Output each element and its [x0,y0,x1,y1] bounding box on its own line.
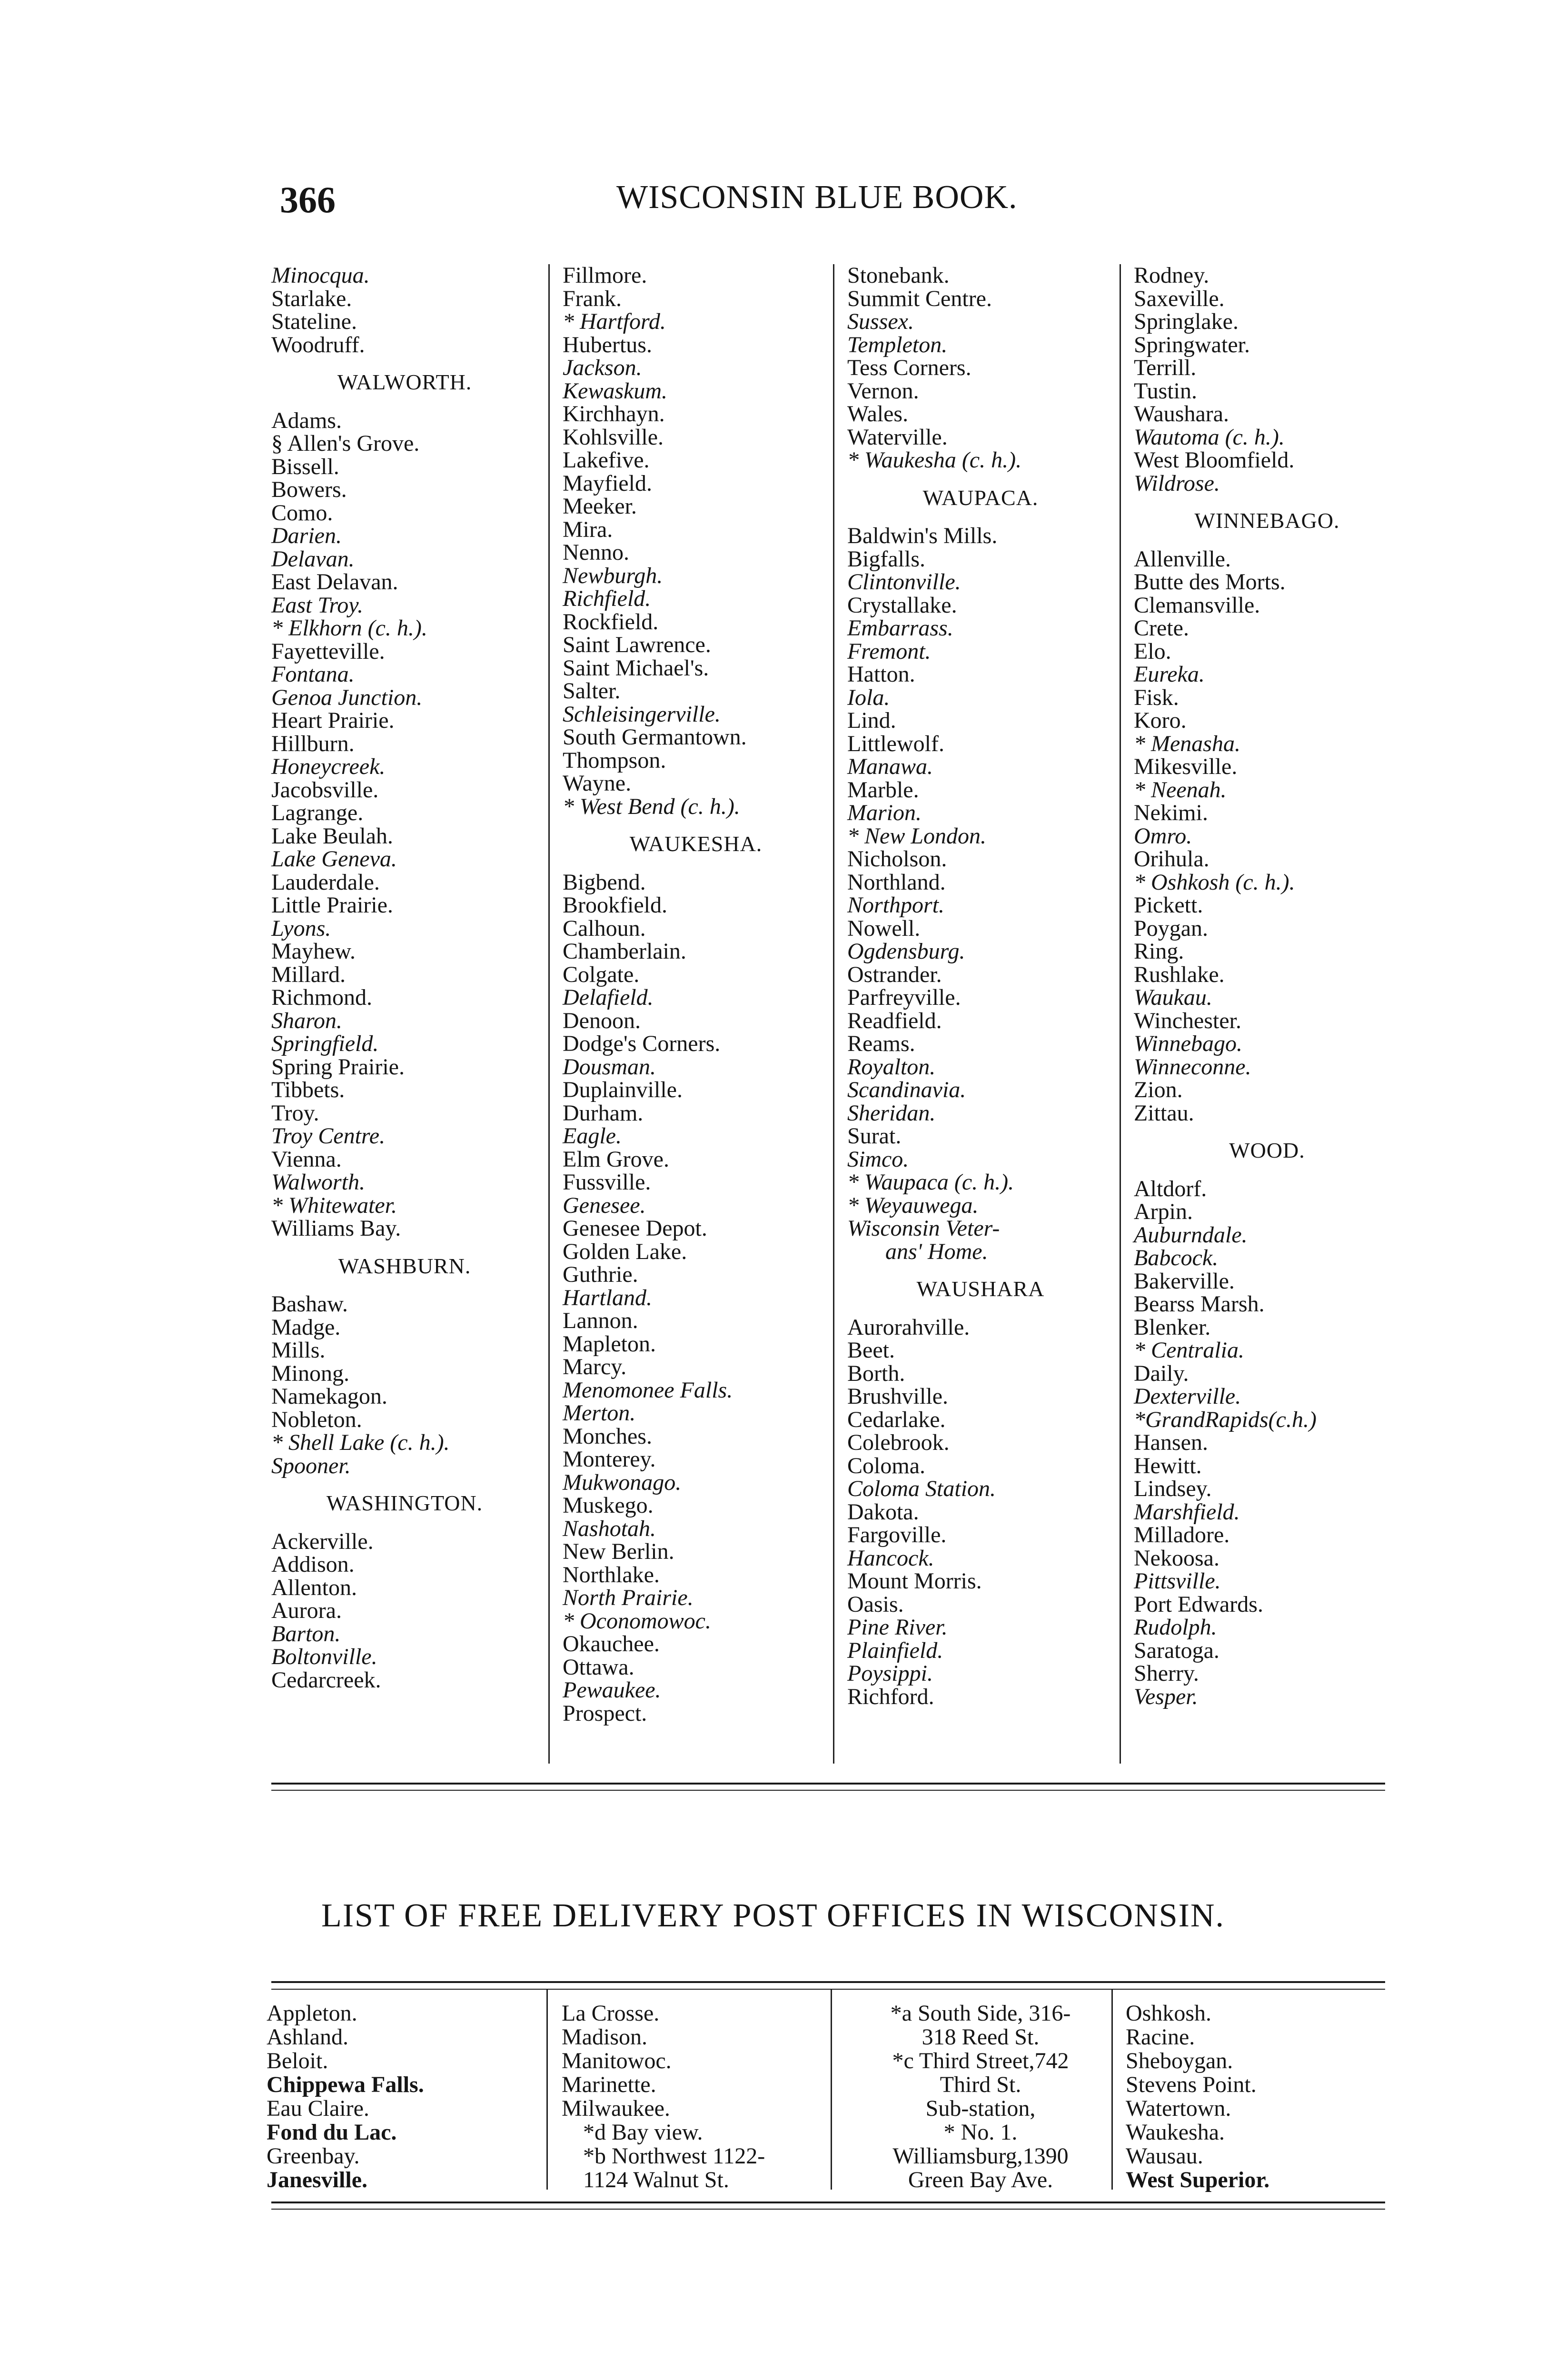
post-office-entry: Wisconsin Veter- [847,1216,1000,1241]
post-office-entry: Duplainville. [563,1077,683,1102]
post-office-entry: Lauderdale. [271,869,380,895]
post-office-entry: Mayfield. [563,470,652,496]
post-office-entry: Pickett. [1134,892,1203,918]
post-office-columns [271,264,1385,1773]
post-office-entry: Green Bay Ave. [908,2167,1053,2192]
post-office-entry: Fond du Lac. [267,2120,397,2145]
post-office-entry: Lindsey. [1134,1476,1212,1501]
post-office-entry: Muskego. [563,1493,654,1518]
post-office-entry: Meeker. [563,494,637,519]
post-office-entry: Tess Corners. [847,355,971,380]
column-divider [548,264,550,1764]
post-office-entry: Auburndale. [1134,1222,1248,1248]
post-office-entry: Delavan. [271,546,355,572]
post-office-entry: Simco. [847,1146,909,1172]
post-office-entry: Merton. [563,1400,636,1426]
post-office-entry: Hancock. [847,1545,934,1571]
post-office-entry: Blenker. [1134,1314,1211,1340]
post-office-entry: Scandinavia. [847,1077,966,1102]
post-office-entry: Frank. [563,286,622,311]
post-office-entry: Waterville. [847,424,948,450]
post-office-entry: Dodge's Corners. [563,1031,721,1056]
post-office-entry: Guthrie. [563,1262,638,1287]
running-head: WISCONSIN BLUE BOOK. [616,179,1018,216]
post-office-entry: Ashland. [267,2024,348,2050]
post-office-entry: Sub-station, [925,2096,1036,2121]
post-office-entry: Pine River. [847,1615,948,1640]
post-office-entry: Wayne. [563,771,632,796]
post-office-entry: Fargoville. [847,1522,947,1547]
post-office-entry: Beloit. [267,2048,328,2073]
post-office-entry: La Crosse. [562,2001,660,2026]
post-office-entry: Readfield. [847,1008,942,1033]
section-rule [271,1790,1385,1791]
post-office-entry: Clemansville. [1134,592,1260,618]
post-office-entry: Boltonville. [271,1644,377,1669]
post-office-entry: Winchester. [1134,1008,1241,1033]
post-office-entry: *b Northwest 1122- [583,2143,765,2169]
post-office-entry: Eau Claire. [267,2096,369,2121]
post-office-entry: Sheboygan. [1126,2048,1233,2073]
post-office-entry: Millard. [271,962,346,987]
post-office-entry: Manitowoc. [562,2048,672,2073]
table-top-rule [271,1981,1385,1983]
post-office-entry: Sherry. [1134,1661,1199,1686]
post-office-entry: West Superior. [1126,2167,1270,2192]
post-office-entry: Elo. [1134,638,1171,664]
post-office-entry: Schleisingerville. [563,701,721,727]
post-office-entry: * Waupaca (c. h.). [847,1170,1014,1195]
post-office-entry: Bakerville. [1134,1268,1235,1294]
column-divider [1111,1990,1113,2190]
post-office-entry: Templeton. [847,332,948,357]
post-office-entry: Delafield. [563,985,654,1010]
free-delivery-column-3 [862,2002,1100,2192]
post-office-entry: Kirchhayn. [563,401,665,426]
county-heading: WAUKESHA. [629,832,763,856]
post-office-entry: Springfield. [271,1031,379,1056]
post-office-entry: Pittsville. [1134,1568,1221,1594]
post-office-entry: Reams. [847,1031,915,1056]
post-office-entry: Fontana. [271,662,355,687]
column-2 [563,264,839,1725]
post-office-entry: 1124 Walnut St. [583,2167,729,2192]
post-office-entry: Hansen. [1134,1430,1208,1455]
post-office-entry: *d Bay view. [583,2120,703,2145]
post-office-entry: Lind. [847,708,896,733]
post-office-entry: Borth. [847,1360,905,1386]
post-office-entry: Little Prairie. [271,892,393,918]
post-office-entry: Mills. [271,1338,326,1363]
post-office-entry: Newburgh. [563,563,663,588]
post-office-entry: Hewitt. [1134,1453,1202,1478]
post-office-entry: Pewaukee. [563,1677,661,1703]
post-office-entry: South Germantown. [563,724,747,750]
post-office-entry: * Centralia. [1134,1338,1245,1363]
post-office-entry: Colgate. [563,962,640,987]
post-office-entry: Omro. [1134,823,1192,849]
post-office-entry: Woodruff. [271,332,365,357]
post-office-entry: Eureka. [1134,662,1205,687]
post-office-entry: Winnebago. [1134,1031,1242,1056]
column-divider [833,264,834,1764]
post-office-entry: Vernon. [847,378,919,404]
post-office-entry: Clintonville. [847,569,961,595]
post-office-entry: Springwater. [1134,332,1250,357]
post-office-entry: Troy Centre. [271,1123,386,1149]
post-office-entry: Coloma. [847,1453,925,1478]
county-heading: WINNEBAGO. [1194,508,1340,533]
post-office-entry: *GrandRapids(c.h.) [1134,1407,1317,1432]
post-office-entry: Marshfield. [1134,1499,1240,1525]
post-office-entry: * Waukesha (c. h.). [847,447,1022,473]
post-office-entry: Genoa Junction. [271,684,423,710]
post-office-entry: Thompson. [563,747,666,773]
county-heading: WASHBURN. [338,1253,471,1278]
post-office-entry: Cedarcreek. [271,1667,381,1693]
section-rule [271,1783,1385,1785]
post-office-entry: Wales. [847,401,909,426]
post-office-entry: Bashaw. [271,1291,348,1317]
post-office-entry: Rodney. [1134,263,1209,288]
post-office-entry: Bearss Marsh. [1134,1291,1265,1317]
county-heading: WOOD. [1229,1138,1305,1162]
post-office-entry: Vienna. [271,1146,342,1172]
post-office-entry: Ogdensburg. [847,939,965,964]
free-delivery-table [267,2001,1390,2192]
table-bottom-rule [271,2202,1385,2203]
post-office-entry: § Allen's Grove. [271,431,420,456]
post-office-entry: Walworth. [271,1170,365,1195]
post-office-entry: Rockfield. [563,609,659,635]
post-office-entry: Fayetteville. [271,638,385,664]
post-office-entry: Vesper. [1134,1684,1198,1709]
post-office-entry: Butte des Morts. [1134,569,1286,595]
post-office-entry: Williams Bay. [271,1216,401,1241]
post-office-entry: Kewaskum. [563,378,667,404]
post-office-entry: Marinette. [562,2072,656,2097]
column-divider [546,1990,548,2190]
post-office-entry: Starlake. [271,286,352,311]
post-office-entry: Crystallake. [847,592,957,618]
post-office-entry: Surat. [847,1123,902,1149]
post-office-entry: Arpin. [1134,1199,1193,1224]
post-office-entry: Ottawa. [563,1654,634,1680]
post-office-entry: Ostrander. [847,962,942,987]
post-office-entry: Spring Prairie. [271,1054,405,1080]
post-office-entry: Babcock. [1134,1245,1219,1270]
post-office-entry: Appleton. [267,2001,357,2026]
post-office-entry: Nowell. [847,915,921,941]
post-office-entry: Stevens Point. [1126,2072,1257,2097]
post-office-entry: Hartland. [563,1285,653,1310]
post-office-entry: Lyons. [271,915,331,941]
post-office-entry: Adams. [271,407,342,433]
post-office-entry: Wildrose. [1134,470,1220,496]
post-office-entry: Barton. [271,1621,341,1646]
post-office-entry: Tustin. [1134,378,1197,404]
post-office-entry: North Prairie. [563,1585,694,1610]
column-1 [271,264,547,1692]
post-office-entry: Elm Grove. [563,1146,669,1172]
post-office-entry: Mukwonago. [563,1469,682,1495]
page-number: 366 [280,179,336,220]
post-office-entry: Saint Lawrence. [563,632,711,657]
post-office-entry: * Oshkosh (c. h.). [1134,869,1295,895]
post-office-entry: Waukesha. [1126,2120,1225,2145]
post-office-entry: Golden Lake. [563,1239,687,1264]
post-office-entry: Addison. [271,1552,355,1577]
post-office-entry: Ring. [1134,939,1184,964]
post-office-entry: Bissell. [271,454,339,479]
free-delivery-title: LIST OF FREE DELIVERY POST OFFICES IN WISCONSIN. [321,1897,1225,1934]
county-heading: WAUPACA. [922,485,1039,510]
post-office-entry: Durham. [563,1100,644,1126]
post-office-entry: 318 Reed St. [922,2024,1040,2050]
column-divider [831,1990,832,2190]
post-office-entry: Plainfield. [847,1637,943,1663]
post-office-entry: * Menasha. [1134,731,1240,756]
county-heading: WAUSHARA [916,1277,1045,1301]
post-office-entry: Mira. [563,516,613,542]
post-office-entry: Tibbets. [271,1077,345,1102]
post-office-entry: Dousman. [563,1054,656,1080]
post-office-entry: Monterey. [563,1447,656,1472]
post-office-entry: * Neenah. [1134,777,1227,803]
column-4 [1134,264,1410,1708]
column-divider [1120,264,1121,1764]
post-office-entry: * No. 1. [943,2120,1018,2145]
post-office-entry: Summit Centre. [847,286,992,311]
post-office-entry: Zittau. [1134,1100,1194,1126]
post-office-entry: Marcy. [563,1354,627,1379]
post-office-entry: Minocqua. [271,263,370,288]
table-top-rule [271,1989,1385,1990]
post-office-entry: Fremont. [847,638,931,664]
county-heading: WASHINGTON. [326,1491,483,1515]
post-office-entry: Marion. [847,800,922,825]
post-office-entry: Lagrange. [271,800,364,825]
post-office-entry: Allenton. [271,1575,357,1600]
post-office-entry: Port Edwards. [1134,1591,1263,1617]
post-office-entry: Brookfield. [563,892,667,918]
free-delivery-column-2 [562,2002,765,2192]
post-office-entry: * New London. [847,823,987,849]
post-office-entry: Mikesville. [1134,754,1238,779]
free-delivery-column-4 [1126,2002,1269,2192]
post-office-entry: Chamberlain. [563,939,686,964]
post-office-entry: East Delavan. [271,569,398,595]
post-office-entry: Hubertus. [563,332,652,357]
post-office-entry: Northland. [847,869,946,895]
county-heading: WALWORTH. [337,370,472,394]
post-office-entry: Jackson. [563,355,642,380]
post-office-entry: Okauchee. [563,1631,660,1656]
post-office-entry: Madge. [271,1314,341,1340]
post-office-entry: Honeycreek. [271,754,386,779]
post-office-entry: Chippewa Falls. [267,2072,424,2097]
post-office-entry: Bowers. [271,477,347,502]
post-office-entry: Denoon. [563,1008,641,1033]
post-office-entry: Stonebank. [847,263,950,288]
post-office-entry: Spooner. [271,1453,351,1478]
post-office-entry: Williamsburg,1390 [892,2143,1069,2169]
post-office-entry: Nekimi. [1134,800,1208,825]
post-office-entry: Waushara. [1134,401,1229,426]
post-office-entry: ans' Home. [885,1239,988,1264]
post-office-entry: Lannon. [563,1308,638,1333]
post-office-entry: Northport. [847,892,945,918]
post-office-entry: Janesville. [267,2167,367,2192]
post-office-entry: Fussville. [563,1170,651,1195]
post-office-entry: Stateline. [271,309,357,334]
post-office-entry: Third St. [940,2072,1021,2097]
post-office-entry: Beet. [847,1338,895,1363]
post-office-entry: Kohlsville. [563,424,664,450]
column-3 [847,264,1123,1708]
post-office-entry: Troy. [271,1100,319,1126]
post-office-entry: Iola. [847,684,890,710]
post-office-entry: Bigfalls. [847,546,925,572]
post-office-entry: Orihula. [1134,846,1209,872]
post-office-entry: Oasis. [847,1591,904,1617]
post-office-entry: Nobleton. [271,1407,362,1432]
post-office-entry: Sharon. [271,1008,342,1033]
post-office-entry: * Elkhorn (c. h.). [271,615,427,641]
post-office-entry: Wausau. [1126,2143,1203,2169]
post-office-entry: Nenno. [563,540,629,565]
post-office-entry: Genesee Depot. [563,1216,707,1241]
post-office-entry: Mount Morris. [847,1568,982,1594]
post-office-entry: Greenbay. [267,2143,360,2169]
post-office-entry: Royalton. [847,1054,936,1080]
post-office-entry: Darien. [271,523,342,548]
post-office-entry: Monches. [563,1423,652,1449]
post-office-entry: * Hartford. [563,309,666,334]
post-office-entry: Saratoga. [1134,1637,1219,1663]
post-office-entry: Poysippi. [847,1661,933,1686]
post-office-entry: Richford. [847,1684,934,1709]
post-office-entry: Springlake. [1134,309,1239,334]
post-office-entry: Brushville. [847,1384,948,1409]
post-office-entry: Sheridan. [847,1100,936,1126]
post-office-entry: Dakota. [847,1499,919,1525]
post-office-entry: Crete. [1134,615,1189,641]
post-office-entry: East Troy. [271,592,363,618]
post-office-entry: Lake Beulah. [271,823,393,849]
post-office-entry: Parfreyville. [847,985,961,1010]
post-office-entry: * Whitewater. [271,1192,397,1218]
post-office-entry: Prospect. [563,1700,647,1726]
post-office-entry: Koro. [1134,708,1187,733]
post-office-entry: Marble. [847,777,919,803]
post-office-entry: Nekoosa. [1134,1545,1219,1571]
post-office-entry: Coloma Station. [847,1476,996,1501]
post-office-entry: Saxeville. [1134,286,1225,311]
post-office-entry: Richmond. [271,985,372,1010]
post-office-entry: * Shell Lake (c. h.). [271,1430,450,1455]
post-office-entry: * Weyauwega. [847,1192,979,1218]
post-office-entry: Oshkosh. [1126,2001,1212,2026]
post-office-entry: Fisk. [1134,684,1179,710]
post-office-entry: Ackerville. [271,1528,374,1554]
post-office-entry: Embarrass. [847,615,953,641]
post-office-entry: Lake Geneva. [271,846,397,872]
post-office-entry: Rushlake. [1134,962,1225,987]
post-office-entry: Calhoun. [563,915,646,941]
post-office-entry: Saint Michael's. [563,655,709,681]
post-office-entry: Aurora. [271,1598,342,1623]
table-bottom-rule [271,2209,1385,2210]
post-office-entry: Sussex. [847,309,914,334]
post-office-entry: Northlake. [563,1562,660,1587]
post-office-entry: Colebrook. [847,1430,950,1455]
post-office-entry: Littlewolf. [847,731,944,756]
post-office-entry: Manawa. [847,754,933,779]
post-office-entry: Richfield. [563,586,651,611]
post-office-entry: *a South Side, 316- [890,2001,1071,2026]
post-office-entry: Nashotah. [563,1516,656,1541]
post-office-entry: Milladore. [1134,1522,1230,1547]
post-office-entry: Waukau. [1134,985,1212,1010]
post-office-entry: Altdorf. [1134,1176,1207,1201]
post-office-entry: Terrill. [1134,355,1197,380]
post-office-entry: Como. [271,500,333,526]
post-office-entry: Genesee. [563,1192,646,1218]
post-office-entry: * West Bend (c. h.). [563,793,740,819]
post-office-entry: Eagle. [563,1123,622,1149]
post-office-entry: Namekagon. [271,1384,387,1409]
post-office-entry: Wautoma (c. h.). [1134,424,1285,450]
post-office-entry: Baldwin's Mills. [847,523,998,548]
free-delivery-column-1 [267,2002,424,2192]
post-office-entry: Racine. [1126,2024,1195,2050]
post-office-entry: Aurorahville. [847,1314,970,1340]
post-office-entry: New Berlin. [563,1539,674,1564]
post-office-entry: Mayhew. [271,939,356,964]
post-office-entry: * Oconomowoc. [563,1608,711,1634]
post-office-entry: Heart Prairie. [271,708,395,733]
post-office-entry: Winneconne. [1134,1054,1251,1080]
post-office-entry: Salter. [563,678,621,704]
post-office-entry: Madison. [562,2024,647,2050]
post-office-entry: Allenville. [1134,546,1231,572]
post-office-entry: Rudolph. [1134,1615,1217,1640]
post-office-entry: Jacobsville. [271,777,379,803]
post-office-entry: Minong. [271,1360,350,1386]
post-office-entry: Daily. [1134,1360,1189,1386]
post-office-entry: Hillburn. [271,731,355,756]
post-office-entry: West Bloomfield. [1134,447,1295,473]
post-office-entry: Cedarlake. [847,1407,946,1432]
post-office-entry: Mapleton. [563,1331,656,1357]
post-office-entry: Milwaukee. [562,2096,670,2121]
post-office-entry: Poygan. [1134,915,1208,941]
post-office-entry: Zion. [1134,1077,1183,1102]
post-office-entry: Lakefive. [563,447,650,473]
post-office-entry: Dexterville. [1134,1384,1241,1409]
post-office-entry: Hatton. [847,662,915,687]
post-office-entry: Watertown. [1126,2096,1231,2121]
post-office-entry: Fillmore. [563,263,647,288]
post-office-entry: Bigbend. [563,869,646,895]
post-office-entry: Nicholson. [847,846,947,872]
post-office-entry: Menomonee Falls. [563,1377,733,1403]
post-office-entry: *c Third Street,742 [892,2048,1069,2073]
